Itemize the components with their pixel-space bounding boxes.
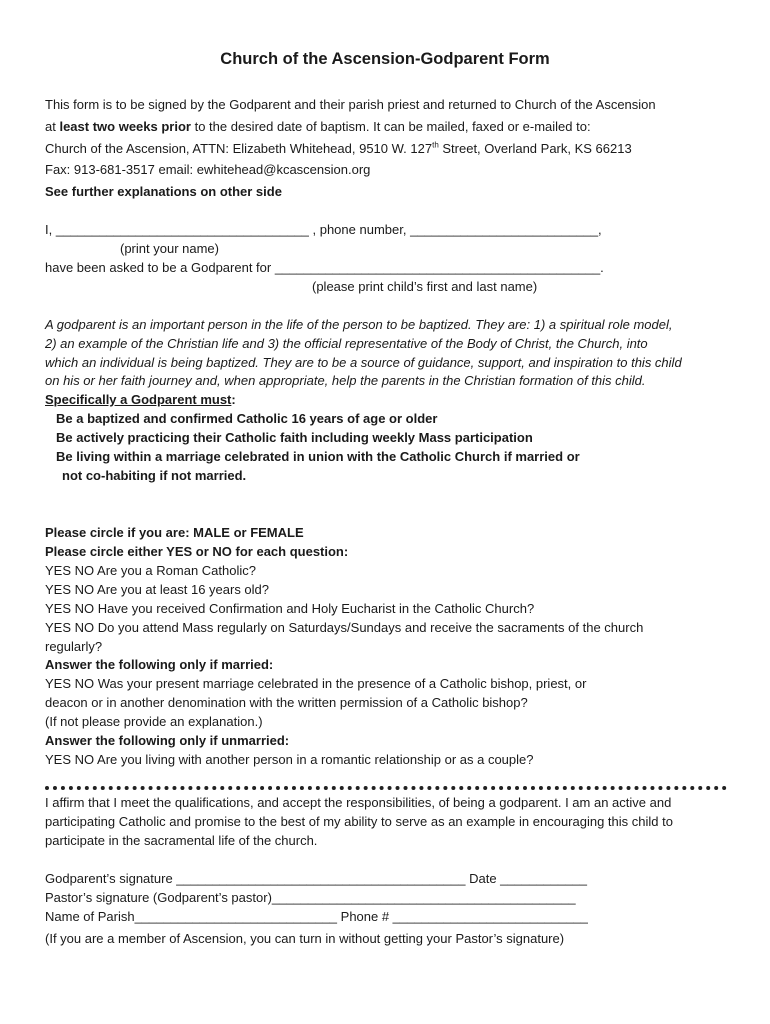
requirement-3: Be living within a marriage celebrated in union with the Catholic Church if married or [56,449,580,464]
mailing-address [45,139,632,158]
child-name-field[interactable]: have been asked to be a Godparent for _____________________________________________. [45,260,604,275]
description-line-2: 2) an example of the Christian life and 3) the official representative of the Body of Christ, the Church, into [45,336,648,351]
name-phone-field[interactable]: I, ___________________________________ , phone number, __________________________, [45,222,602,237]
affirmation-line-2: participating Catholic and promise to the best of my ability to serve as an example in encouraging this child to [45,814,673,829]
question-mass-attendance[interactable]: YES NO Do you attend Mass regularly on Saturdays/Sundays and receive the sacraments of the church [45,620,644,635]
question-age[interactable]: YES NO Are you at least 16 years old? [45,582,270,597]
address-post: Street, Overland Park, KS 66213 [438,141,632,156]
intro-line-2-post: to the desired date of baptism. It can be mailed, faxed or e-mailed to: [190,119,591,134]
requirements-heading-text: Specifically a Godparent must [45,392,232,407]
affirmation-line-1: I affirm that I meet the qualifications, and accept the responsibilities, of being a godparent. I am an active and [45,795,672,810]
affirmation-line-3: participate in the sacramental life of the church. [45,833,318,848]
question-marriage-continued: deacon or in another denomination with the written permission of a Catholic bishop? [45,695,528,710]
unmarried-heading: Answer the following only if unmarried: [45,733,290,748]
address-ordinal: th [432,140,439,150]
marriage-explanation-note: (If not please provide an explanation.) [45,714,263,729]
question-mass-attendance-continued: regularly? [45,639,103,654]
description-line-4: on his or her faith journey and, when appropriate, help the parents in the Christian formation of this child. [45,373,646,388]
requirements-heading-colon: : [231,392,236,407]
requirements-heading [45,390,236,409]
child-name-caption: (please print child’s first and last name) [312,279,538,294]
print-name-caption: (print your name) [120,241,219,256]
description-line-1: A godparent is an important person in the life of the person to be baptized. They are: 1) a spiritual role model, [45,317,673,332]
intro-line-2-pre: at [45,119,60,134]
godparent-signature-field[interactable]: Godparent’s signature ________________________________________ Date ____________ [45,871,587,886]
question-marriage[interactable]: YES NO Was your present marriage celebrated in the presence of a Catholic bishop, priest, or [45,676,587,691]
requirement-3-continued: not co-habiting if not married. [62,468,247,483]
intro-line-1: This form is to be signed by the Godparent and their parish priest and returned to Church of the Ascension [45,97,656,112]
yes-no-heading: Please circle either YES or NO for each question: [45,544,349,559]
address-pre: Church of the Ascension, ATTN: Elizabeth Whitehead, 9510 W. 127 [45,141,433,156]
dotted-divider [45,786,727,790]
contact-line: Fax: 913-681-3517 email: ewhitehead@kcascension.org [45,162,371,177]
form-title: Church of the Ascension-Godparent Form [220,50,550,68]
married-heading: Answer the following only if married: [45,657,274,672]
question-cohabiting[interactable]: YES NO Are you living with another person in a romantic relationship or as a couple? [45,752,534,767]
ascension-member-note: (If you are a member of Ascension, you can turn in without getting your Pastor’s signature) [45,931,565,946]
question-confirmation[interactable]: YES NO Have you received Confirmation and Holy Eucharist in the Catholic Church? [45,601,535,616]
requirement-1: Be a baptized and confirmed Catholic 16 years of age or older [56,411,438,426]
requirement-2: Be actively practicing their Catholic faith including weekly Mass participation [56,430,533,445]
gender-circle-prompt[interactable]: Please circle if you are: MALE or FEMALE [45,525,304,540]
parish-phone-field[interactable]: Name of Parish____________________________ Phone # ___________________________ [45,909,588,924]
deadline-emphasis: least two weeks prior [59,119,191,134]
pastor-signature-field[interactable]: Pastor’s signature (Godparent’s pastor)__________________________________________ [45,890,576,905]
intro-line-2 [45,117,591,136]
description-line-3: which an individual is being baptized. They are to be a source of guidance, support, and inspiration to this child [45,355,682,370]
question-roman-catholic[interactable]: YES NO Are you a Roman Catholic? [45,563,256,578]
see-other-side-note: See further explanations on other side [45,184,282,199]
